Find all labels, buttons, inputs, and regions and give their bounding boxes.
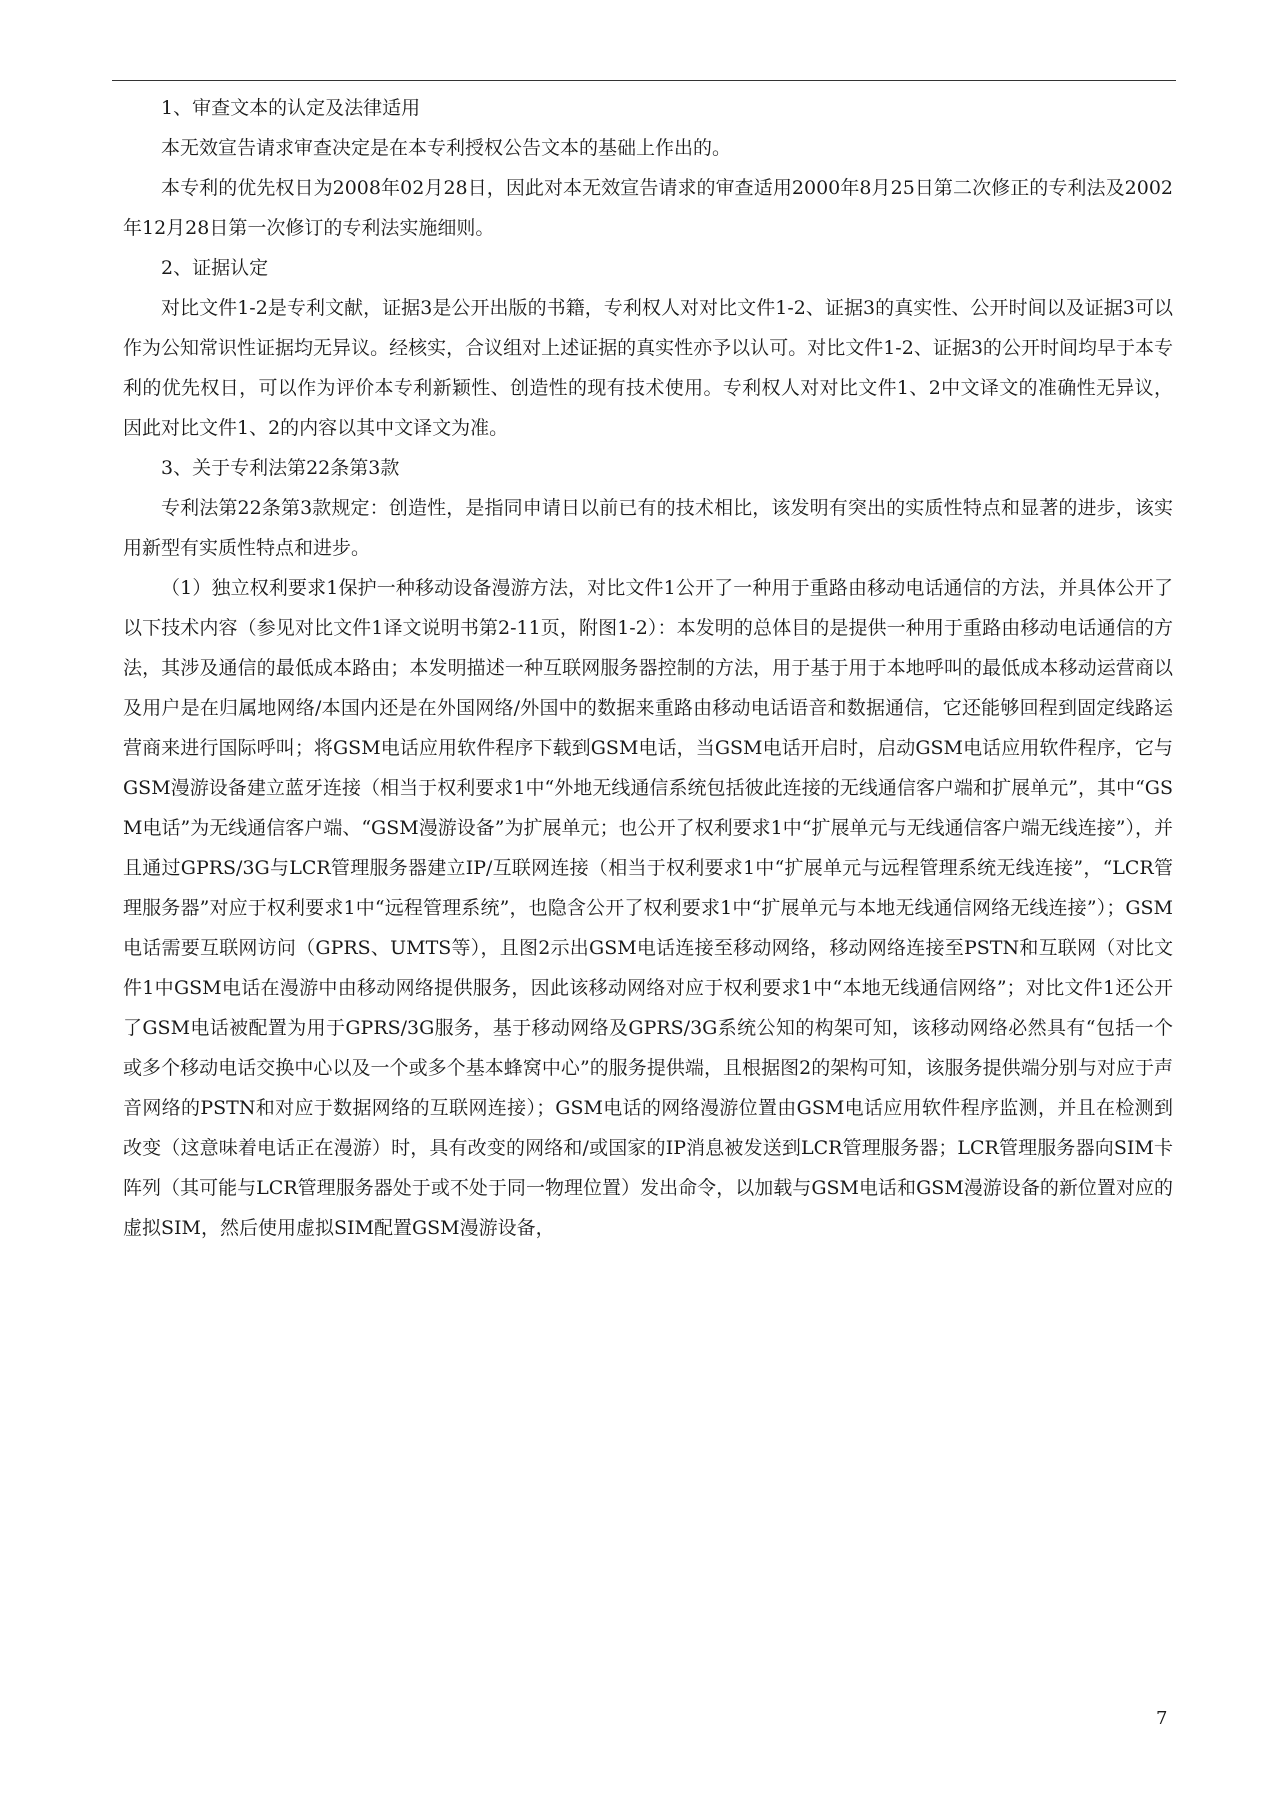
section-heading-1: 1、审查文本的认定及法律适用 <box>161 97 421 119</box>
document-body <box>123 88 1173 1248</box>
section-heading-2: 2、证据认定 <box>161 257 269 279</box>
paragraph: （1）独立权利要求1保护一种移动设备漫游方法，对比文件1公开了一种用于重路由移动电话通信的方法，并具体公开了以下技术内容（参见对比文件1译文说明书第2-11页，附图1-2）：本发明的总体目的是提供一种用于重路由移动电话通信的方法，其涉及通信的最低成本路由；本发明描述一种互联网服务器控制的方法，用于基于用于本地呼叫的最低成本移动运营商以及用户是在归属地网络/本国内还是在外国网络/外国中的数据来重路由移动电话语音和数据通信，它还能够回程到固定线路运营商来进行国际呼叫；将GSM电话应用软件程序下载到GSM电话，当GSM电话开启时，启动GSM电话应用软件程序，它与GSM漫游设备建立蓝牙连接（相当于权利要求1中“外地无线通信系统包括彼此连接的无线通信客户端和扩展单元”，其中“GSM电话”为无线通信客户端、“GSM漫游设备”为扩展单元；也公开了权利要求1中“扩展单元与无线通信客户端无线连接”），并且通过GPRS/3G与LCR管理服务器建立IP/互联网连接（相当于权利要求1中“扩展单元与远程管理系统无线连接”，“LCR管理服务器”对应于权利要求1中“远程管理系统”，也隐含公开了权利要求1中“扩展单元与本地无线通信网络无线连接”）；GSM电话需要互联网访问（GPRS、UMTS等），且图2示出GSM电话连接至移动网络，移动网络连接至PSTN和互联网（对比文件1中GSM电话在漫游中由移动网络提供服务，因此该移动网络对应于权利要求1中“本地无线通信网络”；对比文件1还公开了GSM电话被配置为用于GPRS/3G服务，基于移动网络及GPRS/3G系统公知的构架可知，该移动网络必然具有“包括一个或多个移动电话交换中心以及一个或多个基本蜂窝中心”的服务提供端，且根据图2的架构可知，该服务提供端分别与对应于声音网络的PSTN和对应于数据网络的互联网连接）；GSM电话的网络漫游位置由GSM电话应用软件程序监测，并且在检测到改变（这意味着电话正在漫游）时，具有改变的网络和/或国家的IP消息被发送到LCR管理服务器；LCR管理服务器向SIM卡阵列（其可能与LCR管理服务器处于或不处于同一物理位置）发出命令，以加载与GSM电话和GSM漫游设备的新位置对应的虚拟SIM，然后使用虚拟SIM配置GSM漫游设备， <box>123 577 1173 1239</box>
paragraph: 本专利的优先权日为2008年02月28日，因此对本无效宣告请求的审查适用2000年8月25日第二次修正的专利法及2002年12月28日第一次修订的专利法实施细则。 <box>123 177 1173 239</box>
section-heading-3: 3、关于专利法第22条第3款 <box>161 457 400 479</box>
paragraph: 专利法第22条第3款规定：创造性，是指同申请日以前已有的技术相比，该发明有突出的实质性特点和显著的进步，该实用新型有实质性特点和进步。 <box>123 497 1173 559</box>
page-number: 7 <box>1156 1708 1168 1729</box>
paragraph: 本无效宣告请求审查决定是在本专利授权公告文本的基础上作出的。 <box>161 137 732 159</box>
header-rule <box>112 80 1176 81</box>
paragraph: 对比文件1-2是专利文献，证据3是公开出版的书籍，专利权人对对比文件1-2、证据3的真实性、公开时间以及证据3可以作为公知常识性证据均无异议。经核实，合议组对上述证据的真实性亦予以认可。对比文件1-2、证据3的公开时间均早于本专利的优先权日，可以作为评价本专利新颖性、创造性的现有技术使用。专利权人对对比文件1、2中文译文的准确性无异议，因此对比文件1、2的内容以其中文译文为准。 <box>123 297 1173 439</box>
